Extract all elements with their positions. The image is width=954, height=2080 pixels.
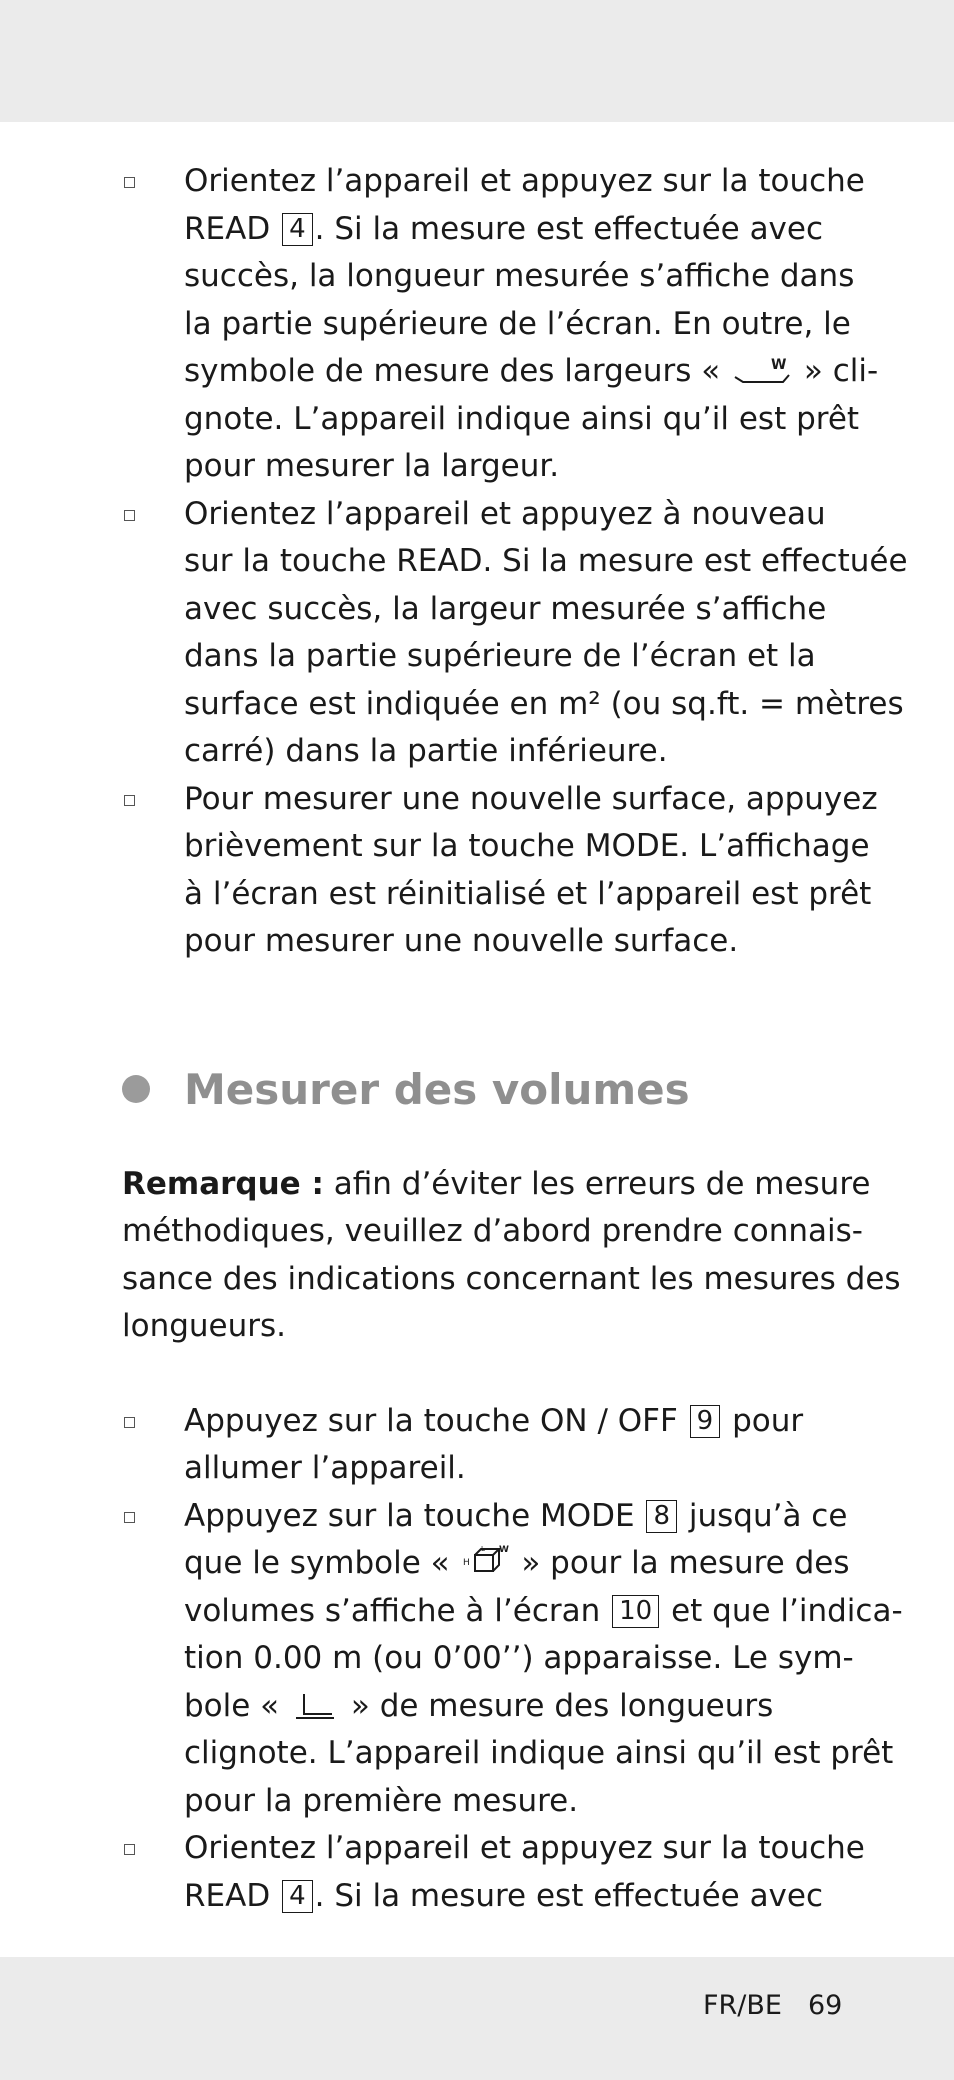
- line-text: Orientez l’appareil et appuyez sur la touche: [184, 163, 865, 199]
- line-text: succès, la longueur mesurée s’affiche dans: [184, 258, 855, 294]
- footer-locale: FR/BE: [703, 1990, 782, 2021]
- line-text: allumer l’appareil.: [184, 1450, 466, 1486]
- length-measure-icon: [292, 1690, 338, 1720]
- line-text: volumes s’affiche à l’écran: [184, 1592, 611, 1629]
- svg-text:H: H: [462, 1558, 470, 1568]
- text-line: [184, 1778, 862, 1826]
- text-line: [184, 586, 862, 634]
- line-text: pour mesurer une nouvelle surface.: [184, 923, 739, 959]
- line-text: clignote. L’appareil indique ainsi qu’il est prêt: [184, 1735, 894, 1771]
- note-text: afin d’éviter les erreurs de mesure: [323, 1165, 871, 1202]
- section-title: Mesurer des volumes: [184, 1064, 690, 1114]
- list-item: [122, 158, 879, 491]
- line-text: symbole de mesure des largeurs «: [184, 353, 731, 389]
- line-text: . Si la mesure est effectuée avec: [314, 210, 824, 247]
- text-line: [184, 633, 862, 681]
- text-line: [184, 206, 862, 254]
- line-text: jusqu’à ce: [679, 1497, 848, 1534]
- line-text: sur la touche READ. Si la mesure est effectuée: [184, 543, 908, 579]
- text-line: [184, 823, 870, 871]
- part-reference-number: 4: [282, 1880, 313, 1913]
- note-paragraph: [122, 1161, 901, 1351]
- page-footer: [703, 1990, 842, 2021]
- text-line: [184, 301, 862, 349]
- text-line: [184, 1635, 862, 1683]
- text-line: [184, 396, 862, 444]
- part-reference-number: 4: [282, 213, 313, 246]
- line-text: Appuyez sur la touche MODE: [184, 1497, 645, 1534]
- line-text: READ: [184, 1877, 281, 1914]
- spacer: [122, 966, 862, 1065]
- text-line: [184, 1730, 894, 1778]
- part-reference-number: 9: [690, 1405, 721, 1438]
- checkbox-bullet-icon: [124, 177, 135, 188]
- text-line: [184, 1540, 862, 1588]
- line-text: » pour la mesure des: [511, 1545, 850, 1581]
- line-text: Pour mesurer une nouvelle surface, appuyez: [184, 780, 878, 817]
- line-text: tion 0.00 m (ou 0’00’’) apparaisse. Le sym-: [184, 1640, 854, 1676]
- spacer: [122, 1351, 862, 1398]
- text-line: [184, 1398, 862, 1446]
- checkbox-bullet-icon: [124, 1512, 135, 1523]
- text-line: [184, 1683, 862, 1731]
- line-text: Orientez l’appareil et appuyez sur la touche: [184, 1830, 865, 1866]
- text-line: [184, 1445, 862, 1493]
- line-text: . Si la mesure est effectuée avec: [314, 1877, 824, 1914]
- text-line: [184, 443, 862, 491]
- checkbox-bullet-icon: [124, 510, 135, 521]
- list-item: [122, 491, 908, 776]
- volume-measure-icon: [463, 1543, 509, 1577]
- line-text: pour la première mesure.: [184, 1782, 579, 1819]
- line-text: que le symbole «: [184, 1545, 460, 1581]
- text-line: [184, 728, 862, 776]
- line-text: dans la partie supérieure de l’écran et la: [184, 638, 816, 674]
- note-line: méthodiques, veuillez d’abord prendre connais-: [122, 1213, 863, 1249]
- page-content: [122, 158, 908, 1920]
- line-text: Orientez l’appareil et appuyez à nouveau: [184, 495, 826, 532]
- width-measure-icon: [733, 355, 791, 385]
- line-text: et que l’indica-: [661, 1592, 903, 1629]
- note-line: longueurs.: [122, 1308, 287, 1344]
- text-line: [184, 1588, 903, 1636]
- line-text: à l’écran est réinitialisé et l’appareil est prêt: [184, 875, 872, 912]
- instruction-list-volume: [122, 1398, 903, 1921]
- list-item: [122, 1825, 865, 1920]
- svg-text:W: W: [498, 1545, 509, 1555]
- line-text: READ: [184, 210, 281, 247]
- text-line: [184, 1873, 862, 1921]
- list-item: [122, 1398, 862, 1493]
- note-line: [122, 1161, 871, 1209]
- part-reference-number: 8: [646, 1500, 677, 1533]
- text-line: [184, 158, 865, 206]
- line-text: Appuyez sur la touche ON / OFF: [184, 1402, 688, 1439]
- line-text: carré) dans la partie inférieure.: [184, 733, 668, 769]
- text-line: [184, 1825, 865, 1873]
- section-heading: [122, 1065, 862, 1115]
- text-line: [184, 491, 862, 539]
- text-line: [184, 681, 904, 729]
- line-text: » de mesure des longueurs: [341, 1687, 774, 1724]
- checkbox-bullet-icon: [124, 1417, 135, 1428]
- instruction-list-surface: [122, 158, 908, 966]
- checkbox-bullet-icon: [124, 795, 135, 806]
- text-line: [184, 918, 862, 966]
- line-text: avec succès, la largeur mesurée s’affiche: [184, 590, 827, 627]
- part-reference-number: 10: [612, 1595, 659, 1628]
- note-label: Remarque :: [122, 1165, 324, 1202]
- line-text: surface est indiquée en m² (ou sq.ft. = mètres: [184, 685, 904, 722]
- line-text: gnote. L’appareil indique ainsi qu’il est prêt: [184, 400, 860, 437]
- list-item: [122, 776, 878, 966]
- note-line: sance des indications concernant les mesures des: [122, 1260, 901, 1297]
- line-text: pour mesurer la largeur.: [184, 448, 560, 484]
- line-text: brièvement sur la touche MODE. L’affichage: [184, 828, 870, 864]
- text-line: [184, 348, 879, 396]
- svg-text:W: W: [771, 357, 787, 373]
- text-line: [184, 253, 862, 301]
- checkbox-bullet-icon: [124, 1844, 135, 1855]
- svg-text:L: L: [480, 1545, 485, 1553]
- heading-bullet-icon: [122, 1075, 150, 1103]
- text-line: [184, 776, 878, 824]
- list-item: [122, 1493, 903, 1826]
- page-number: 69: [807, 1990, 843, 2021]
- line-text: la partie supérieure de l’écran. En outre, le: [184, 305, 851, 342]
- text-line: [184, 871, 872, 919]
- line-text: pour: [722, 1402, 804, 1439]
- text-line: [184, 538, 908, 586]
- line-text: bole «: [184, 1687, 290, 1724]
- top-margin-band: [0, 0, 954, 122]
- line-text: » cli-: [794, 353, 879, 389]
- text-line: [184, 1493, 862, 1541]
